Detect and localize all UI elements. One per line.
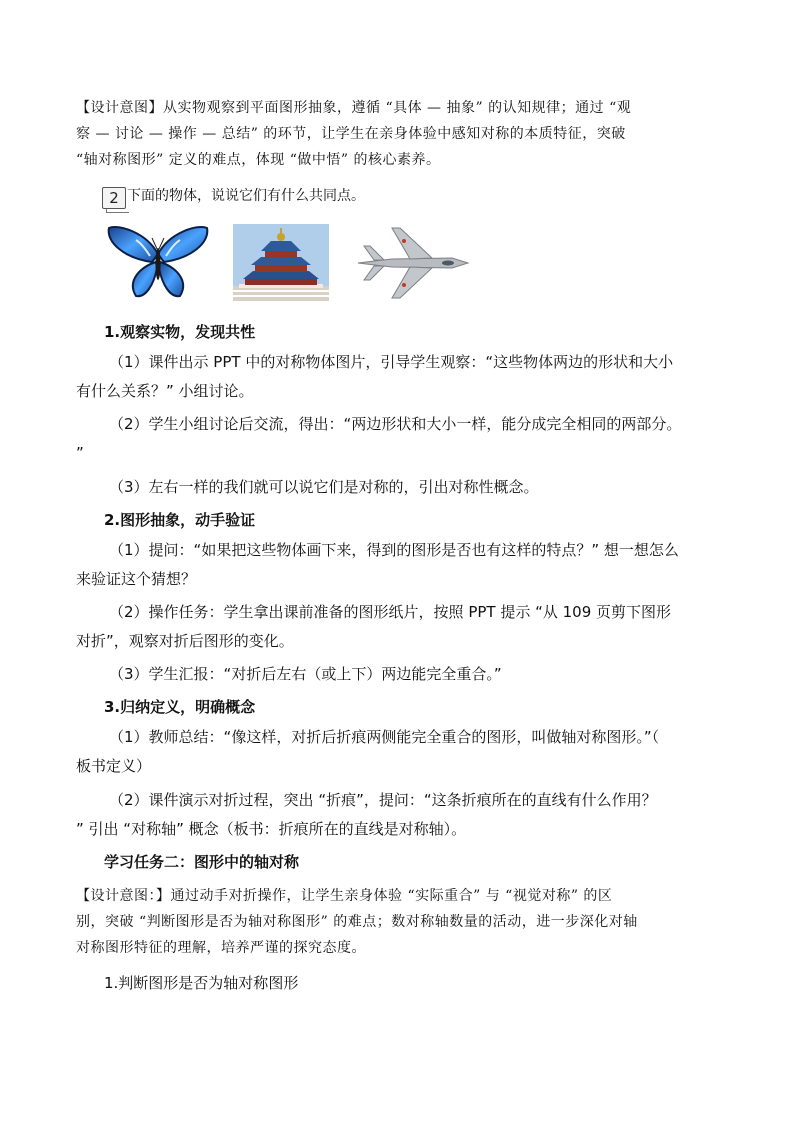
section-2-heading: 2.图形抽象，动手验证 (104, 511, 256, 529)
section-3-item-2-line-2: ” 引出 “对称轴” 概念（板书：折痕所在的直线是对称轴）。 (76, 820, 467, 838)
section-2-item-1-line-1: （1）提问：“如果把这些物体画下来，得到的图形是否也有这样的特点？” 想一想怎么 (109, 541, 679, 559)
section-2-item-2-line-2: 对折”，观察对折后图形的变化。 (76, 632, 294, 650)
exercise-number: 2 (109, 189, 119, 207)
task-2-design-line-1: 【设计意图：】通过动手对折操作，让学生亲身体验 “实际重合” 与 “视觉对称” 的区 (76, 888, 613, 904)
section-1-item-1-line-1: （1）课件出示 PPT 中的对称物体图片，引导学生观察：“这些物体两边的形状和大小 (109, 353, 674, 371)
section-1-item-3: （3）左右一样的我们就可以说它们是对称的，引出对称性概念。 (109, 478, 539, 496)
section-1-item-2-line-1: （2）学生小组讨论后交流，得出：“两边形状和大小一样，能分成完全相同的两部分。 (109, 415, 682, 433)
section-3-item-1-line-2: 板书定义） (76, 757, 152, 775)
section-3-heading: 3.归纳定义，明确概念 (104, 698, 256, 716)
task-2-heading: 学习任务二：图形中的轴对称 (104, 853, 300, 871)
design-intent-line-3: “轴对称图形” 定义的难点，体现 “做中悟” 的核心素养。 (76, 152, 441, 168)
exercise-prompt: 下面的物体，说说它们有什么共同点。 (127, 188, 365, 204)
exercise-number-icon (102, 187, 126, 209)
temple-of-heaven-image (233, 224, 329, 301)
section-1-item-2-line-2: ” (76, 444, 84, 462)
task-2-design-line-3: 对称图形特征的理解，培养严谨的探究态度。 (76, 940, 366, 956)
section-2-item-3: （3）学生汇报：“对折后左右（或上下）两边能完全重合。” (109, 665, 502, 683)
section-3-item-1-line-1: （1）教师总结：“像这样，对折后折痕两侧能完全重合的图形，叫做轴对称图形。”（ (109, 728, 660, 746)
section-1-heading: 1.观察实物，发现共性 (104, 323, 256, 341)
design-intent-line-1: 【设计意图】从实物观察到平面图形抽象，遵循 “具体 — 抽象” 的认知规律；通过 “观 (76, 100, 632, 116)
section-3-item-2-line-1: （2）课件演示对折过程，突出 “折痕”，提问：“这条折痕所在的直线有什么作用？ (109, 791, 657, 809)
task-2-design-line-2: 别，突破 “判断图形是否为轴对称图形” 的难点；数对称轴数量的活动，进一步深化对轴 (76, 914, 638, 930)
section-2-item-1-line-2: 来验证这个猜想？ (76, 570, 197, 588)
butterfly-image (106, 224, 210, 300)
section-2-item-2-line-1: （2）操作任务：学生拿出课前准备的图形纸片，按照 PPT 提示 “从 109 页剪下图形 (109, 603, 672, 621)
section-1-item-1-line-2: 有什么关系？” 小组讨论。 (76, 382, 254, 400)
task-2-sub-heading: 1.判断图形是否为轴对称图形 (104, 974, 299, 992)
fighter-jet-image (352, 222, 472, 304)
design-intent-line-2: 察 — 讨论 — 操作 — 总结” 的环节，让学生在亲身体验中感知对称的本质特征，突破 (76, 126, 626, 142)
